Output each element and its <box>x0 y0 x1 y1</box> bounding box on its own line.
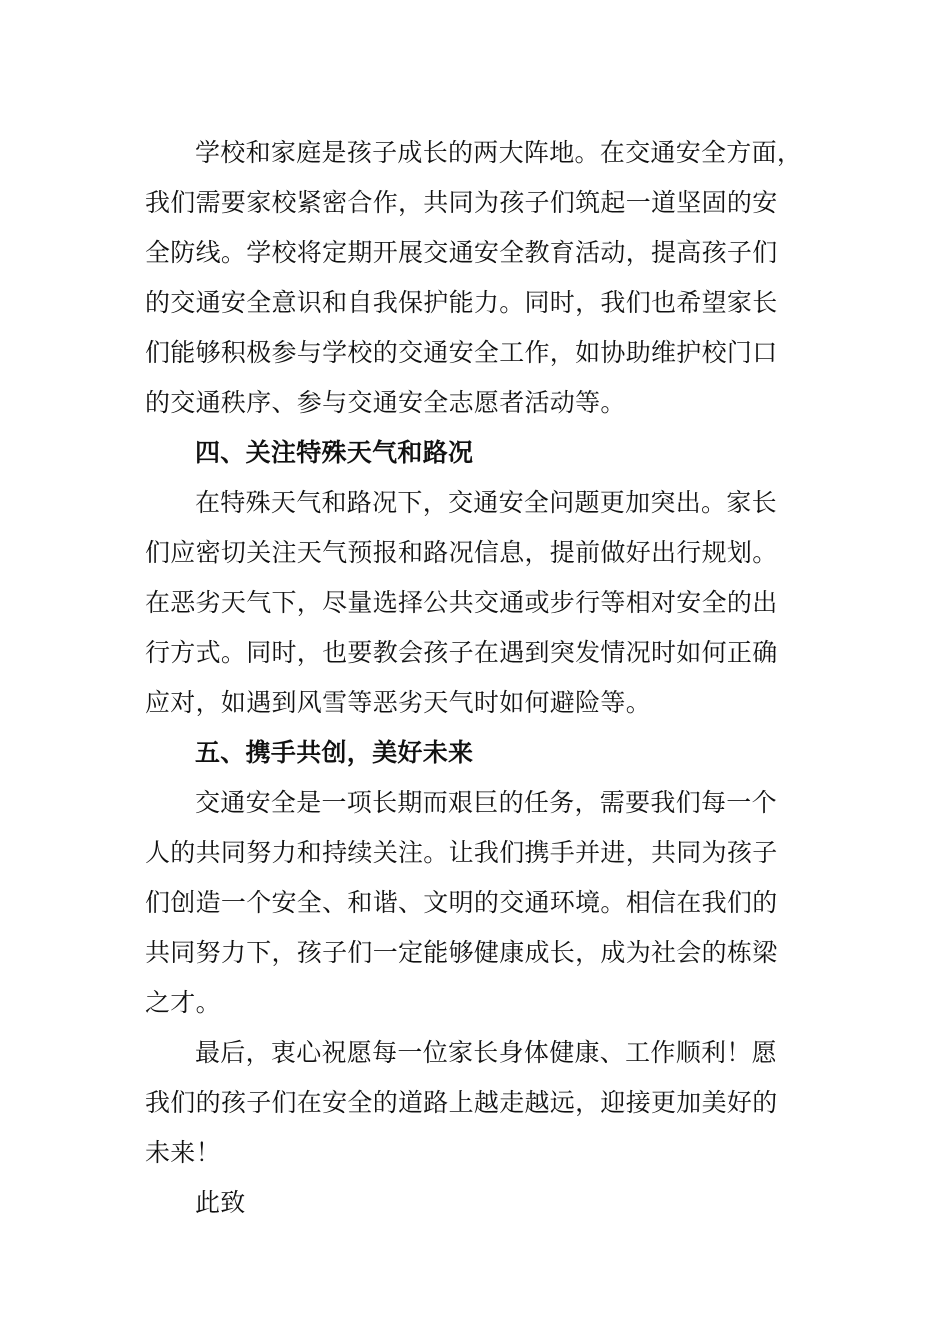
text-line: 人的共同努力和持续关注。让我们携手并进，共同为孩子 <box>145 838 778 867</box>
text-line: 应对，如遇到风雪等恶劣天气时如何避险等。 <box>145 688 652 717</box>
closing-salutation: 此致 <box>195 1188 246 1217</box>
text-line: 我们的孩子们在安全的道路上越走越远，迎接更加美好的 <box>145 1088 778 1117</box>
text-line: 共同努力下，孩子们一定能够健康成长，成为社会的栋梁 <box>145 938 778 967</box>
text-line: 未来！ <box>145 1138 221 1167</box>
text-line: 最后，衷心祝愿每一位家长身体健康、工作顺利！愿 <box>195 1038 777 1067</box>
paragraph-weather <box>145 478 810 728</box>
paragraph-future <box>145 778 810 1028</box>
text-line: 们能够积极参与学校的交通安全工作，如协助维护校门口 <box>145 338 778 367</box>
text-line: 的交通秩序、参与交通安全志愿者活动等。 <box>145 388 626 417</box>
text-line: 们创造一个安全、和谐、文明的交通环境。相信在我们的 <box>145 888 778 917</box>
section-heading-future: 五、携手共创，美好未来 <box>195 738 474 767</box>
text-line: 在特殊天气和路况下，交通安全问题更加突出。家长 <box>195 488 777 517</box>
text-line: 们应密切关注天气预报和路况信息，提前做好出行规划。 <box>145 538 778 567</box>
section-heading-weather: 四、关注特殊天气和路况 <box>195 438 474 467</box>
document-body <box>145 128 810 1228</box>
text-line: 行方式。同时，也要教会孩子在遇到突发情况时如何正确 <box>145 638 778 667</box>
text-line: 我们需要家校紧密合作，共同为孩子们筑起一道坚固的安 <box>145 188 778 217</box>
text-line: 全防线。学校将定期开展交通安全教育活动，提高孩子们 <box>145 238 778 267</box>
text-line: 学校和家庭是孩子成长的两大阵地。在交通安全方面， <box>195 138 803 167</box>
paragraph-school-family <box>145 128 810 428</box>
text-line: 之才。 <box>145 988 221 1017</box>
text-line: 在恶劣天气下，尽量选择公共交通或步行等相对安全的出 <box>145 588 778 617</box>
paragraph-wishes <box>145 1028 810 1178</box>
text-line: 的交通安全意识和自我保护能力。同时，我们也希望家长 <box>145 288 778 317</box>
text-line: 交通安全是一项长期而艰巨的任务，需要我们每一个 <box>195 788 777 817</box>
